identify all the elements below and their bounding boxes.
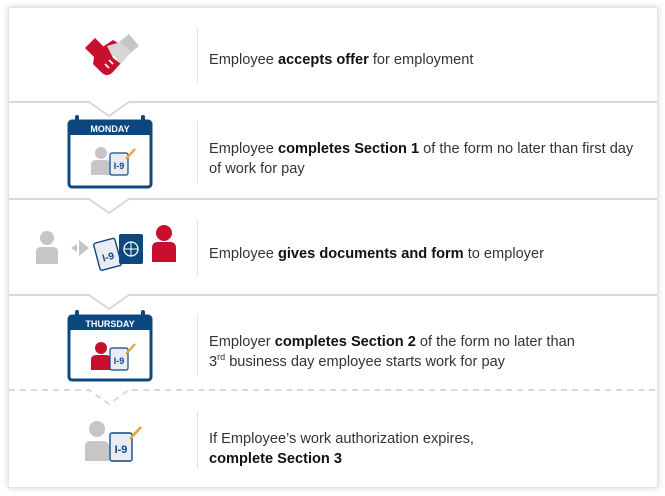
person-form-icon [9,391,197,487]
column-separator [197,121,198,183]
step-completes-section-3 [9,391,657,487]
step-description [209,50,649,70]
calendar-thursday-icon [9,296,197,391]
step-text: of the form no later than first day of work for pay [209,141,634,177]
form-i9-label: I-9 [113,161,125,171]
step-gives-documents [9,200,657,296]
calendar-day-label: THURSDAY [85,319,135,329]
i9-process-diagram [8,7,658,488]
step-highlight: completes Section 1 [277,141,420,157]
step-completes-section-2 [9,296,657,391]
column-separator [197,220,198,276]
form-i9-label: I-9 [113,356,125,366]
ordinal-suffix: rd [217,352,226,363]
handshake-icon [9,8,197,103]
step-text: 3 [209,354,218,370]
step-description [209,244,649,264]
step-highlight: completes Section 2 [274,334,416,350]
step-text: to employer [463,246,544,262]
documents-handoff-icon [9,200,197,296]
step-highlight: complete Section 3 [209,451,343,467]
step-text: business day employee starts work for pay [225,354,505,370]
step-text: Employee [209,246,278,262]
step-text: Employer [209,334,275,350]
column-separator [197,28,198,83]
step-icon-cell [9,391,197,487]
step-description [209,332,649,372]
column-separator [197,411,198,469]
form-i9-label: I-9 [114,444,128,456]
step-accepts-offer [9,8,657,103]
step-completes-section-1 [9,103,657,200]
step-highlight: accepts offer [277,52,369,68]
column-separator [197,314,198,376]
step-text: If Employee’s work authorization expires, [209,431,474,447]
calendar-monday-icon [9,103,197,200]
step-description [209,139,649,179]
step-text: for employment [368,52,474,68]
calendar-day-label: MONDAY [90,124,130,134]
step-icon-cell [9,296,197,391]
step-icon-cell [9,8,197,103]
step-icon-cell [9,103,197,200]
step-text: Employee [209,141,278,157]
step-icon-cell [9,200,197,296]
form-i9-label: I-9 [101,250,116,265]
step-text: of the form no later than [415,334,575,350]
step-text: Employee [209,52,278,68]
step-description [209,429,649,469]
step-highlight: gives documents and form [277,246,464,262]
